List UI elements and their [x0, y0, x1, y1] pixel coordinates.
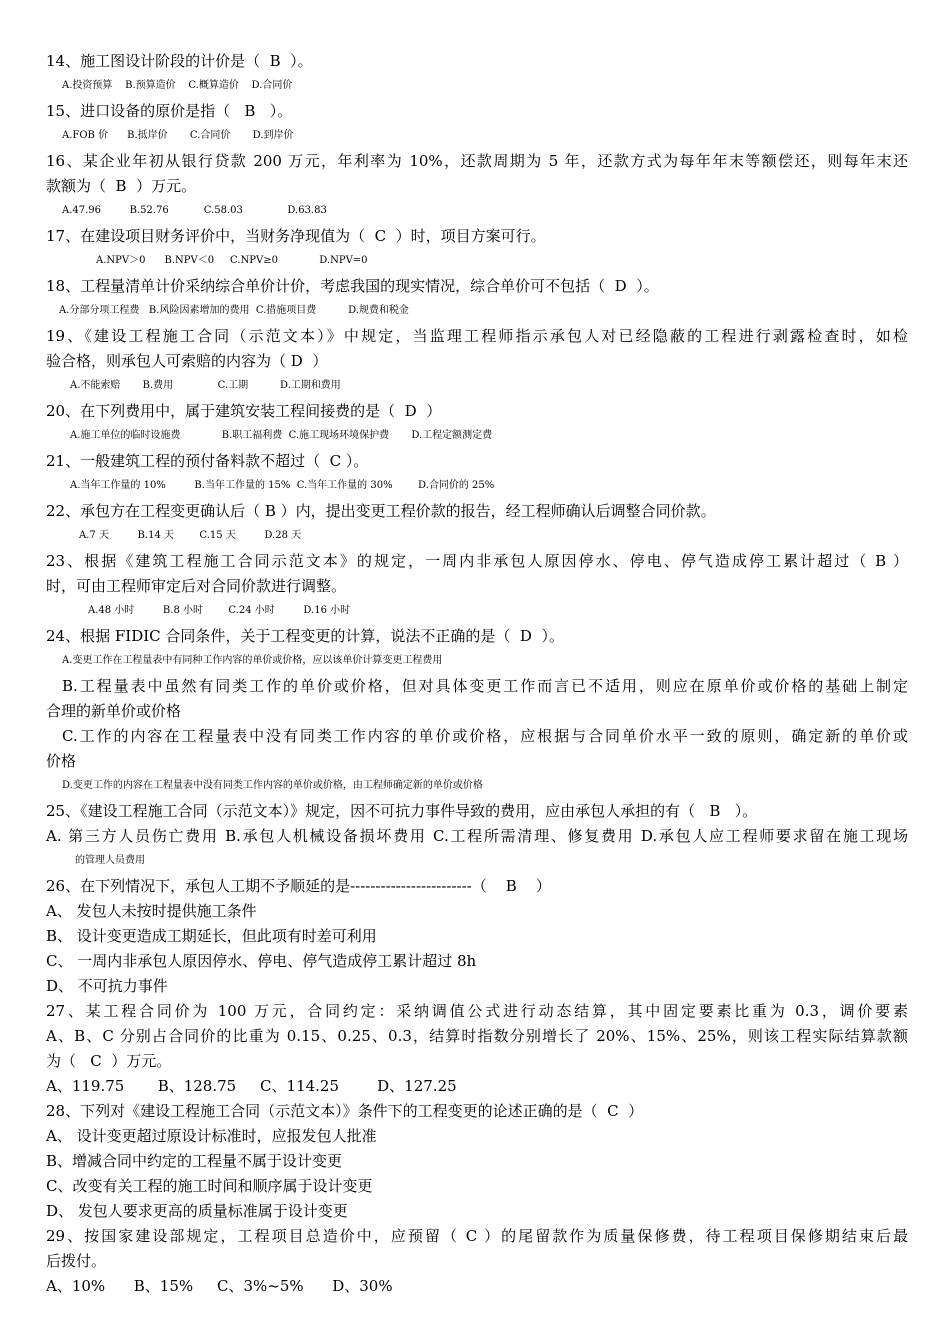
- question-24-option-a: A.变更工作在工程量表中有同种工作内容的单价或价格，应以该单价计算变更工程费用: [62, 655, 443, 666]
- question-23: 23、根据《建筑工程施工合同示范文本》的规定，一周内非承包人原因停水、停电、停气造成停工累计超过（ B ）: [46, 552, 908, 570]
- question-24-option-b: B.工程量表中虽然有同类工作的单价或价格，但对具体变更工作而言已不适用，则应在原单价或价格的基础上制定: [62, 677, 908, 695]
- question-26-option-b: B、 设计变更造成工期延长，但此项有时差可利用: [46, 927, 377, 945]
- question-25-options: A. 第三方人员伤亡费用 B.承包人机械设备损坏费用 C.工程所需清理、修复费用 D.承包人应工程师要求留在施工现场: [46, 827, 908, 845]
- question-22: 22、承包方在工程变更确认后（ B ）内，提出变更工程价款的报告，经工程师确认后调整合同价款。: [46, 502, 716, 520]
- question-27-options: A、119.75 B、128.75 C、114.25 D、127.25: [46, 1077, 457, 1095]
- question-24-option-c-cont: 价格: [46, 752, 77, 770]
- question-15-options: A.FOB 价 B.抵岸价 C.合同价 D.到岸价: [62, 130, 294, 141]
- question-23-options: A.48 小时 B.8 小时 C.24 小时 D.16 小时: [88, 605, 351, 616]
- question-29: 29、按国家建设部规定，工程项目总造价中，应预留（ C ）的尾留款作为质量保修费，待工程项目保修期结束后最: [46, 1227, 908, 1245]
- question-15: 15、进口设备的原价是指（ B ）。: [46, 102, 293, 120]
- question-21-options: A.当年工作量的 10% B.当年工作量的 15% C.当年工作量的 30% D.合同价的 25%: [70, 480, 495, 491]
- question-27-cont-1: A、B、C 分别占合同价的比重为 0.15、0.25、0.3，结算时指数分别增长了 20%、15%、25%，则该工程实际结算款额: [46, 1027, 908, 1045]
- question-16-cont: 款额为（ B ）万元。: [46, 177, 197, 195]
- question-28: 28、下列对《建设工程施工合同（示范文本）》条件下的工程变更的论述正确的是（ C ）: [46, 1102, 644, 1120]
- question-27: 27、某工程合同价为 100 万元，合同约定：采纳调值公式进行动态结算，其中固定要素比重为 0.3，调价要素: [46, 1002, 908, 1020]
- question-27-cont-2: 为（ C ）万元。: [46, 1052, 172, 1070]
- question-26-option-d: D、 不可抗力事件: [46, 977, 168, 995]
- question-26-option-c: C、 一周内非承包人原因停水、停电、停气造成停工累计超过 8h: [46, 952, 477, 970]
- question-24-option-b-cont: 合理的新单价或价格: [46, 702, 182, 720]
- question-28-option-d: D、 发包人要求更高的质量标准属于设计变更: [46, 1202, 348, 1220]
- question-14-options: A.投资预算 B.预算造价 C.概算造价 D.合同价: [62, 80, 293, 91]
- question-16: 16、某企业年初从银行贷款 200 万元，年利率为 10%，还款周期为 5 年，还款方式为每年年末等额偿还，则每年末还: [46, 152, 908, 170]
- question-19-cont: 验合格，则承包人可索赔的内容为（ D ）: [46, 352, 328, 370]
- question-18: 18、工程量清单计价采纳综合单价计价，考虑我国的现实情况，综合单价可不包括（ D ）。: [46, 277, 659, 295]
- question-24-option-d: D.变更工作的内容在工程量表中没有同类工作内容的单价或价格，由工程师确定新的单价或价格: [62, 780, 483, 791]
- question-24: 24、根据 FIDIC 合同条件，关于工程变更的计算，说法不正确的是（ D ）。: [46, 627, 564, 645]
- question-16-options: A.47.96 B.52.76 C.58.03 D.63.83: [62, 205, 327, 216]
- question-28-option-a: A、 设计变更超过原设计标准时，应报发包人批准: [46, 1127, 377, 1145]
- question-17-options: A.NPV＞0 B.NPV＜0 C.NPV≥0 D.NPV=0: [96, 255, 368, 266]
- question-29-cont: 后拨付。: [46, 1252, 107, 1270]
- question-29-options: A、10% B、15% C、3%~5% D、30%: [46, 1277, 393, 1295]
- question-25-options-cont: 的管理人员费用: [75, 855, 145, 866]
- question-21: 21、一般建筑工程的预付备料款不超过（ C ）。: [46, 452, 369, 470]
- question-18-options: A.分部分项工程费 B.风险因素增加的费用 C.措施项目费 D.规费和税金: [59, 305, 409, 316]
- question-23-cont: 时，可由工程师审定后对合同价款进行调整。: [46, 577, 347, 595]
- question-25: 25、《建设工程施工合同（示范文本）》规定，因不可抗力事件导致的费用，应由承包人承担的有（ B ）。: [46, 802, 758, 820]
- question-14: 14、施工图设计阶段的计价是（ B ）。: [46, 52, 313, 70]
- question-22-options: A.7 天 B.14 天 C.15 天 D.28 天: [79, 530, 302, 541]
- question-28-option-b: B、增减合同中约定的工程量不属于设计变更: [46, 1152, 343, 1170]
- question-20-options: A.施工单位的临时设施费 B.职工福利费 C.施工现场环境保护费 D.工程定额测定费: [70, 430, 493, 441]
- question-20: 20、在下列费用中，属于建筑安装工程间接费的是（ D ）: [46, 402, 442, 420]
- question-26: 26、在下列情况下，承包人工期不予顺延的是------------------------（ B ）: [46, 877, 551, 895]
- question-19-options: A.不能索赔 B.费用 C.工期 D.工期和费用: [70, 380, 341, 391]
- question-28-option-c: C、改变有关工程的施工时间和顺序属于设计变更: [46, 1177, 373, 1195]
- question-17: 17、在建设项目财务评价中，当财务净现值为（ C ）时，项目方案可行。: [46, 227, 546, 245]
- question-19: 19、《建设工程施工合同（示范文本）》中规定，当监理工程师指示承包人对已经隐蔽的工程进行剥露检查时，如检: [46, 327, 908, 345]
- question-26-option-a: A、 发包人未按时提供施工条件: [46, 902, 257, 920]
- question-24-option-c: C.工作的内容在工程量表中没有同类工作内容的单价或价格，应根据与合同单价水平一致的原则，确定新的单价或: [62, 727, 908, 745]
